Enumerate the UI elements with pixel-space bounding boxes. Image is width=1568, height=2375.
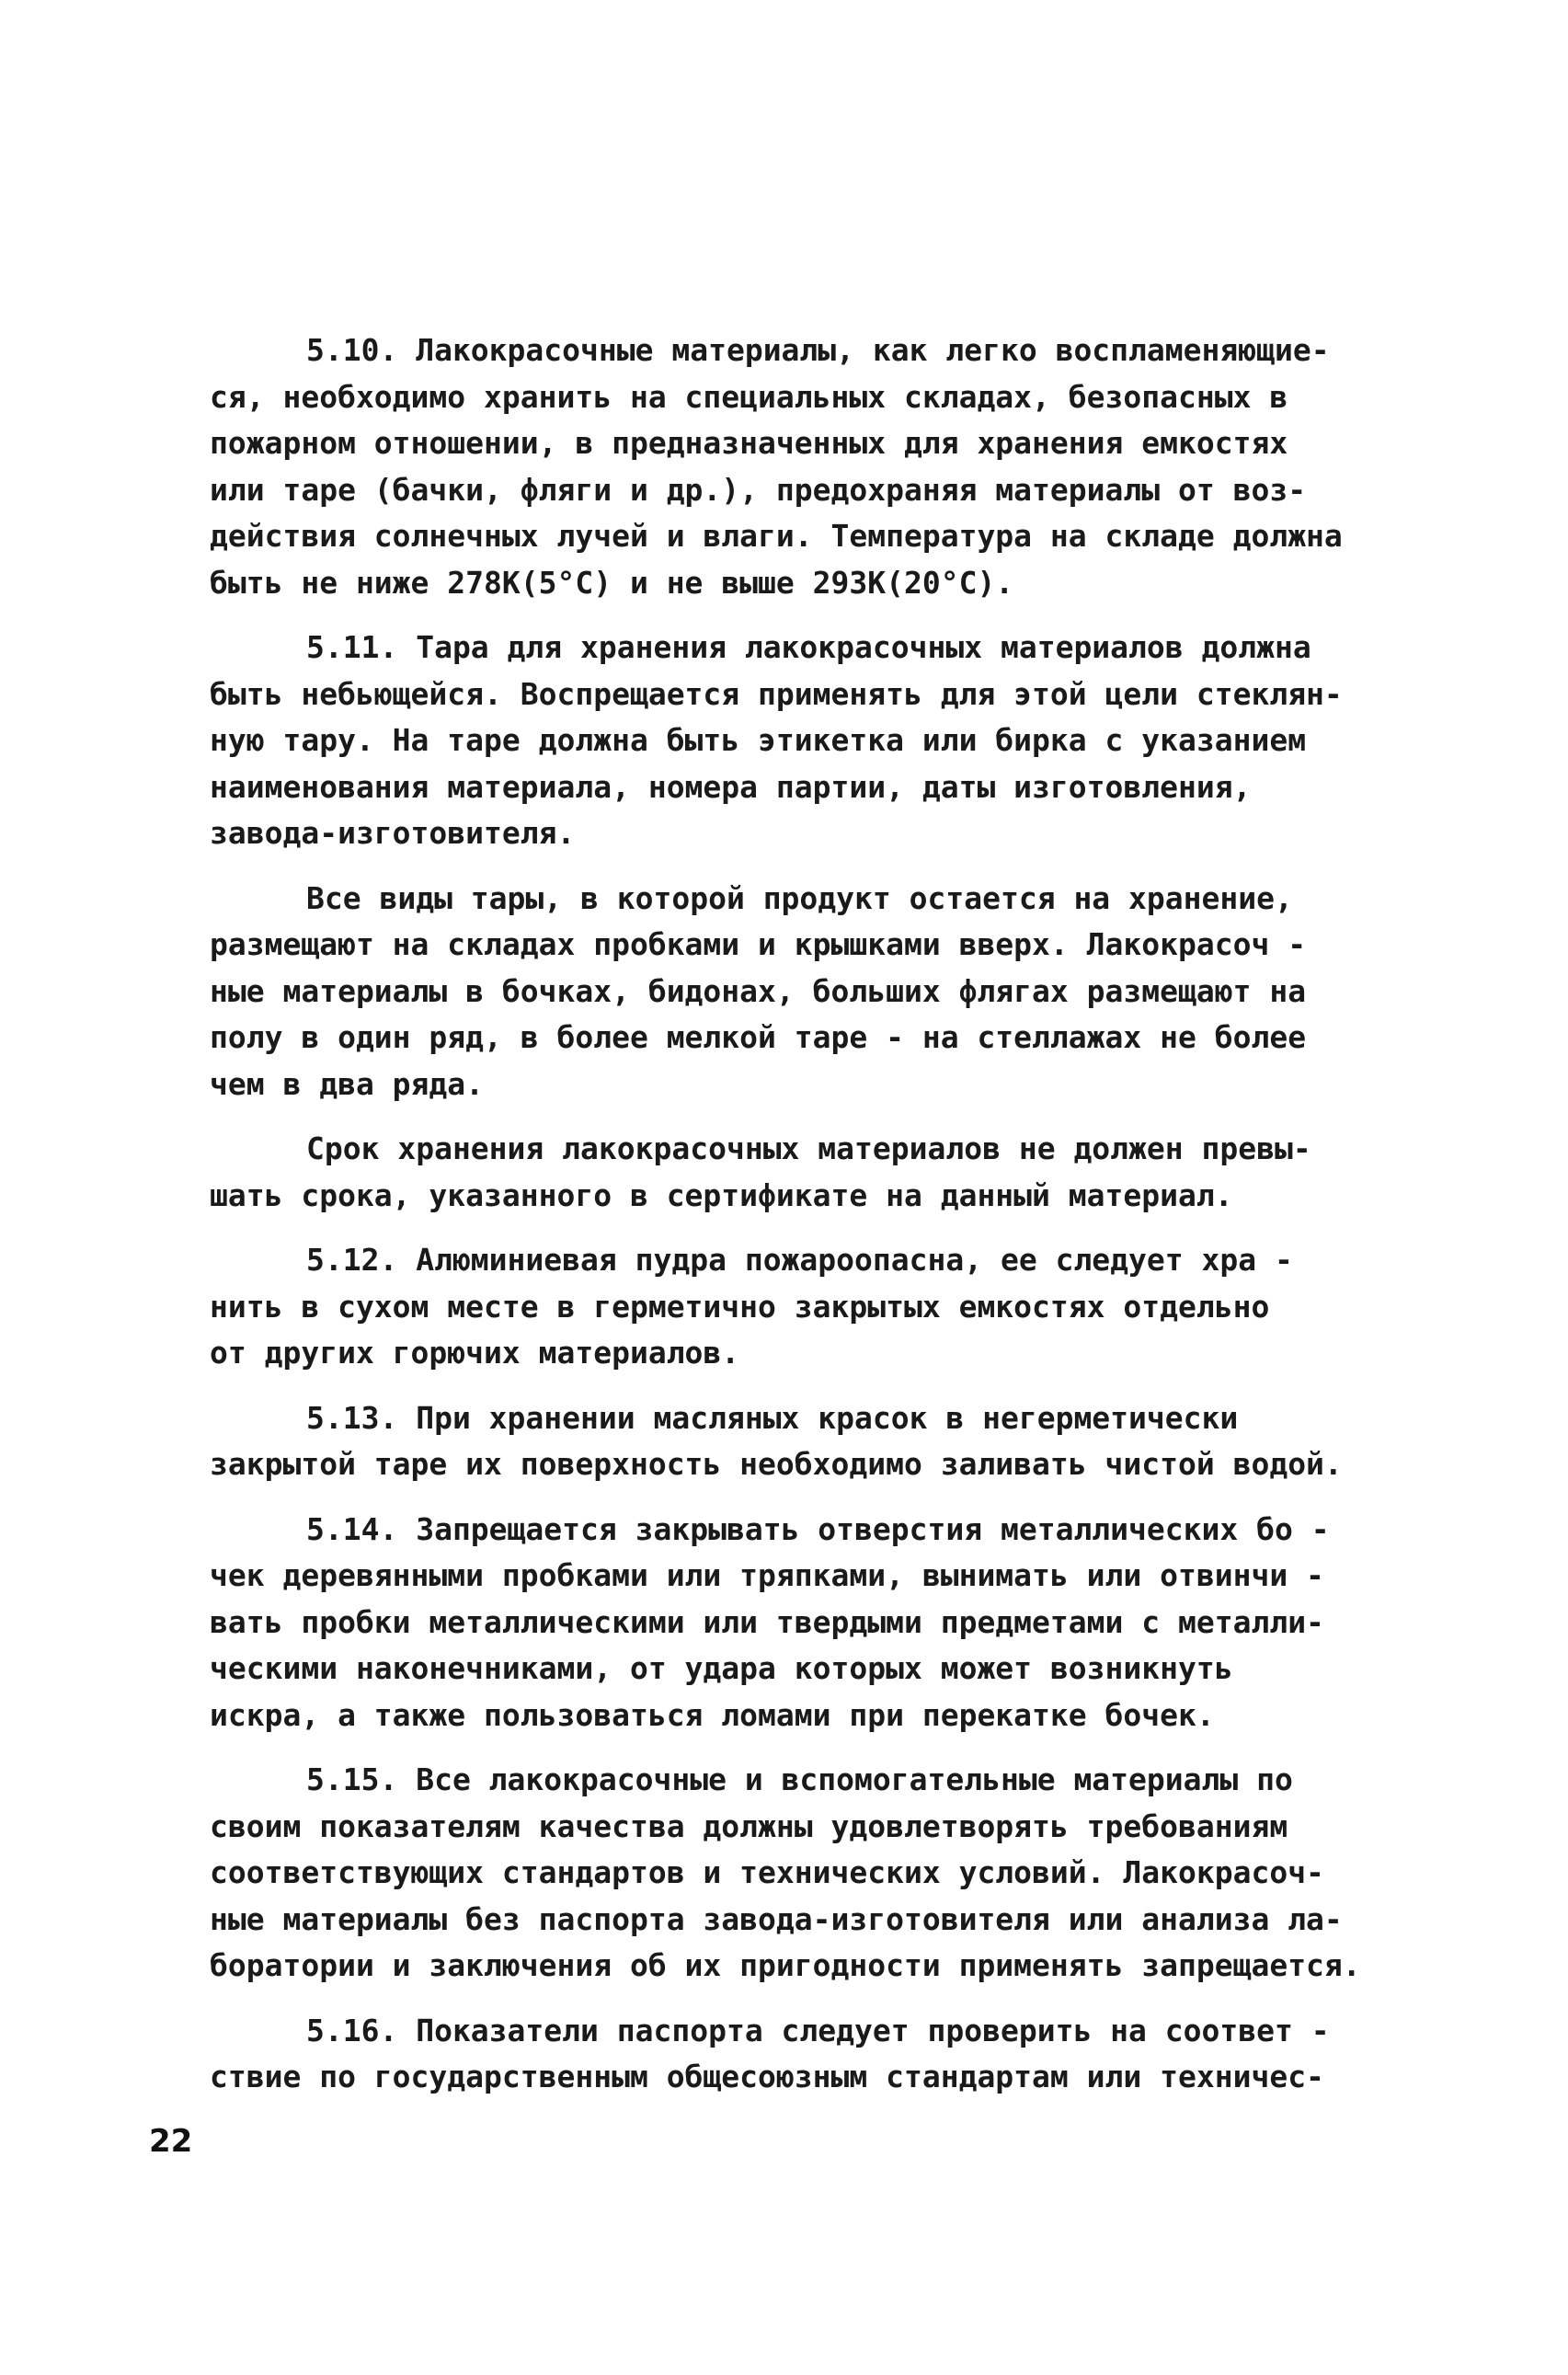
text-line: искра, а также пользоваться ломами при перекатке бочек. <box>210 1696 1215 1733</box>
text-line: закрытой таре их поверхность необходимо заливать чистой водой. <box>210 1446 1343 1482</box>
text-line: 5.12. Алюминиевая пудра пожароопасна, ее следует хра - <box>306 1242 1293 1278</box>
text-line: быть небьющейся. Воспрещается применять для этой цели стеклян- <box>210 675 1343 712</box>
text-line: ные материалы в бочках, бидонах, больших флягах размещают на <box>210 972 1307 1009</box>
text-line: 5.15. Все лакокрасочные и вспомогательные материалы по <box>306 1761 1293 1797</box>
paragraph-container-types <box>210 876 1396 1108</box>
text-line: нить в сухом месте в герметично закрытых емкостях отдельно <box>210 1288 1270 1325</box>
text-line: боратории и заключения об их пригодности применять запрещается. <box>210 1947 1361 1983</box>
text-line: 5.13. При хранении масляных красок в негерметически <box>306 1399 1239 1436</box>
paragraph-storage-term <box>210 1126 1396 1219</box>
text-line: Все виды тары, в которой продукт остается на хранение, <box>306 879 1293 916</box>
text-line: быть не ниже 278К(5°С) и не выше 293К(20°С). <box>210 564 1014 601</box>
paragraph-5-11 <box>210 625 1396 857</box>
text-line: чем в два ряда. <box>210 1065 485 1102</box>
text-line: полу в один ряд, в более мелкой таре - на стеллажах не более <box>210 1019 1307 1055</box>
text-line: или таре (бачки, фляги и др.), предохраняя материалы от воз- <box>210 471 1307 508</box>
text-line: ся, необходимо хранить на специальных складах, безопасных в <box>210 378 1288 415</box>
paragraph-5-16 <box>210 2008 1396 2101</box>
paragraph-5-12 <box>210 1237 1396 1377</box>
text-line: завода-изготовителя. <box>210 815 576 851</box>
paragraph-5-15 <box>210 1757 1396 1990</box>
page-number: 22 <box>149 2123 193 2160</box>
text-line: Срок хранения лакокрасочных материалов не должен превы- <box>306 1130 1311 1166</box>
text-line: от других горючих материалов. <box>210 1335 740 1371</box>
text-line: соответствующих стандартов и технических условий. Лакокрасоч- <box>210 1854 1324 1890</box>
text-line: 5.11. Тара для хранения лакокрасочных материалов должна <box>306 629 1311 665</box>
text-line: пожарном отношении, в предназначенных для хранения емкостях <box>210 425 1288 461</box>
text-line: чек деревянными пробками или тряпками, вынимать или отвинчи - <box>210 1557 1324 1593</box>
text-line: ную тару. На таре должна быть этикетка или бирка с указанием <box>210 722 1307 758</box>
text-line: размещают на складах пробками и крышками вверх. Лакокрасоч - <box>210 926 1307 962</box>
text-line: ствие по государственным общесоюзным стандартам или техничес- <box>210 2059 1324 2094</box>
text-line: ческими наконечниками, от удара которых может возникнуть <box>210 1650 1233 1686</box>
text-line: шать срока, указанного в сертификате на данный материал. <box>210 1176 1233 1213</box>
text-line: наименования материала, номера партии, даты изготовления, <box>210 768 1252 805</box>
text-line: ные материалы без паспорта завода-изготовителя или анализа ла- <box>210 1900 1343 1937</box>
body-text <box>210 327 1396 2119</box>
text-line: 5.10. Лакокрасочные материалы, как легко воспламеняющие- <box>306 332 1330 368</box>
text-line: действия солнечных лучей и влаги. Температура на складе должна <box>210 518 1343 554</box>
text-line: 5.14. Запрещается закрывать отверстия металлических бо - <box>306 1510 1330 1547</box>
paragraph-5-14 <box>210 1507 1396 1739</box>
paragraph-5-10 <box>210 327 1396 606</box>
text-line: вать пробки металлическими или твердыми предметами с металли- <box>210 1603 1324 1640</box>
text-line: своим показателям качества должны удовлетворять требованиям <box>210 1807 1288 1844</box>
paragraph-5-13 <box>210 1395 1396 1488</box>
text-line: 5.16. Показатели паспорта следует проверить на соответ - <box>306 2012 1330 2048</box>
